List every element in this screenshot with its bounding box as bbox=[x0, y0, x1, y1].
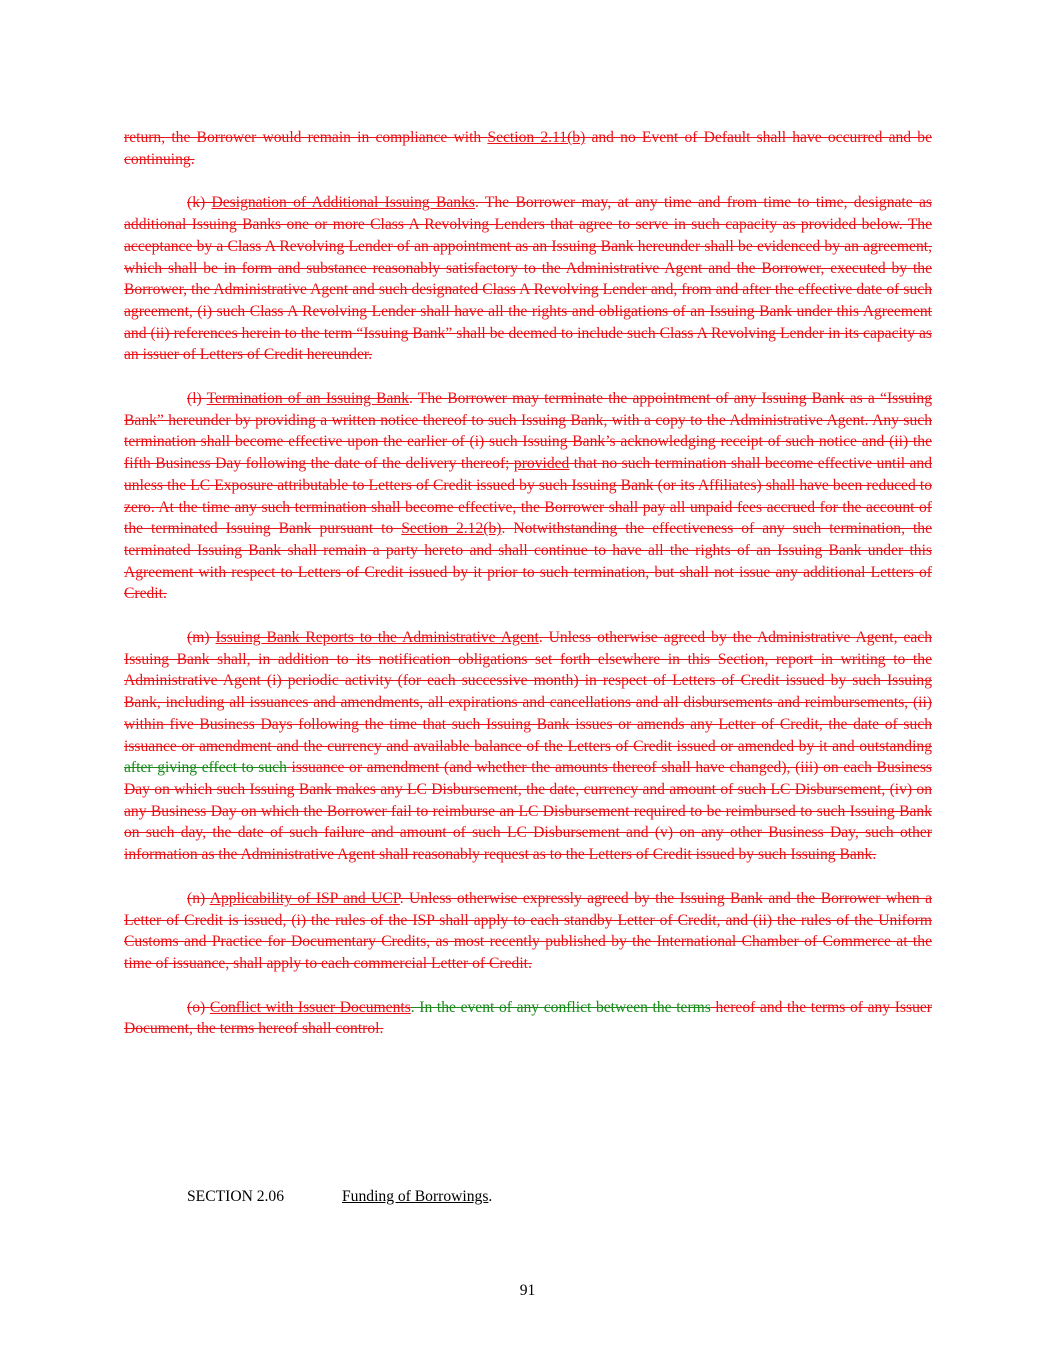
deleted-text: return, the Borrower would remain in compliance with bbox=[124, 129, 488, 146]
paragraph-continuation bbox=[124, 127, 932, 170]
paragraph-label: (m) bbox=[187, 629, 216, 647]
moved-text: . In the event of any conflict between the terms bbox=[410, 998, 711, 1016]
paragraph-text: . The Borrower may, at any time and from time to time, designate as additional Issuing Banks one or more Class A Revolving Lenders that agree to serve in such capacity as provided below. The acceptance by a Class A Revolving Lender of an appointment as an Issuing Bank hereunder shall be evidenced by an agreement, which shall be in form and substance reasonably satisfactory to the Administrative Agent and the Borrower, executed by the Borrower, the Administrative Agent and such designated Class A Revolving Lender and, from and after the effective date of such agreement, (i) such Class A Revolving Lender shall have all the rights and obligations of an Issuing Bank under this Agreement and (ii) references herein to the term “Issuing Bank” shall be deemed to include such Class A Revolving Lender in its capacity as an issuer of Letters of Credit hereunder. bbox=[124, 194, 932, 364]
paragraph-heading: Applicability of ISP and UCP bbox=[209, 889, 400, 907]
paragraph-text: . Notwithstanding the effectiveness of any such termination, the terminated Issuing Bank shall remain a party hereto and shall continue to have all the rights of an Issuing Bank under this Agreement with respect to Letters of Credit issued by it prior to such termination, but shall not issue any additional Letters of Credit. bbox=[124, 520, 932, 603]
paragraph-label: (l) bbox=[187, 390, 207, 408]
section-reference: Section 2.12(b) bbox=[401, 520, 502, 538]
paragraph-label: (n) bbox=[187, 889, 210, 907]
paragraph-text: issuance or amendment (and whether the amounts thereof shall have changed), (iii) on each Business Day on which such Issuing Bank makes any LC Disbursement, the date, currency and amount of such LC Disbursement, (iv) on any Business Day on which the Borrower fail to reimburse an LC Disbursement required to be reimbursed to such Issuing Bank on such day, the date of such failure and amount of such LC Disbursement and (v) on any other Business Day, such other information as the Administrative Agent shall reasonably request as to the Letters of Credit issued by such Issuing Bank. bbox=[124, 759, 932, 864]
section-title: Funding of Borrowings bbox=[342, 1188, 489, 1205]
section-period: . bbox=[488, 1188, 493, 1205]
section-reference: Section 2.11(b) bbox=[487, 129, 586, 146]
document-body bbox=[124, 127, 932, 1062]
paragraph-k bbox=[124, 192, 932, 366]
paragraph-heading: Issuing Bank Reports to the Administrative Agent bbox=[215, 629, 539, 647]
paragraph-text: . Unless otherwise agreed by the Administrative Agent, each Issuing Bank shall, in addition to its notification obligations set forth elsewhere in this Section, report in writing to the Administrative Agent (i) periodic activity (for each successive month) in respect of Letters of Credit issued by such Issuing Bank, including all issuances and amendments, all expirations and cancellations and all disbursements and reimbursements, (ii) within five Business Days following the time that such Issuing Bank issues or amends any Letter of Credit, the date of such issuance or amendment and the currency and available balance of the Letters of Credit issued or amended by it and outstanding bbox=[124, 629, 933, 755]
paragraph-o bbox=[124, 997, 932, 1040]
paragraph-label: (o) bbox=[187, 998, 210, 1016]
paragraph-heading: Termination of an Issuing Bank bbox=[206, 390, 409, 408]
moved-text: after giving effect to such bbox=[124, 759, 287, 777]
paragraph-text: . The Borrower may terminate the appointment of any Issuing Bank as a “Issuing Bank” hereunder by providing a written notice thereof to such Issuing Bank, with a copy to the Administrative Agent. Any such termination shall become effective upon the earlier of (i) such Issuing Bank’s acknowledging receipt of such notice and (ii) the fifth Business Day following the date of the delivery thereof; bbox=[124, 390, 932, 473]
paragraph-heading: Designation of Additional Issuing Banks bbox=[211, 194, 475, 212]
page-number: 91 bbox=[519, 1282, 536, 1299]
paragraph-m bbox=[124, 627, 932, 866]
paragraph-l bbox=[124, 388, 932, 605]
paragraph-text: hereof and the terms of any Issuer Document, the terms hereof shall control. bbox=[124, 998, 932, 1038]
paragraph-text: that no such termination shall become effective until and unless the LC Exposure attributable to Letters of Credit issued by such Issuing Bank (or its Affiliates) shall have been reduced to zero. At the time any such termination shall become effective, the Borrower shall pay all unpaid fees accrued for the account of the terminated Issuing Bank pursuant to bbox=[124, 455, 932, 538]
paragraph-label: (k) bbox=[187, 194, 212, 212]
provided-term: provided bbox=[513, 455, 570, 473]
paragraph-heading: Conflict with Issuer Documents bbox=[209, 998, 411, 1016]
section-heading bbox=[187, 1186, 492, 1208]
section-number: SECTION 2.06 bbox=[187, 1188, 285, 1205]
paragraph-n bbox=[124, 888, 932, 975]
paragraph-text: . Unless otherwise expressly agreed by the Issuing Bank and the Borrower when a Letter of Credit is issued, (i) the rules of the ISP shall apply to each standby Letter of Credit, and (ii) the rules of the Uniform Customs and Practice for Documentary Credits, as most recently published by the International Chamber of Commerce at the time of issuance, shall apply to each commercial Letter of Credit. bbox=[124, 889, 932, 972]
deleted-text: and no Event of Default shall have occurred and be continuing. bbox=[124, 129, 932, 168]
